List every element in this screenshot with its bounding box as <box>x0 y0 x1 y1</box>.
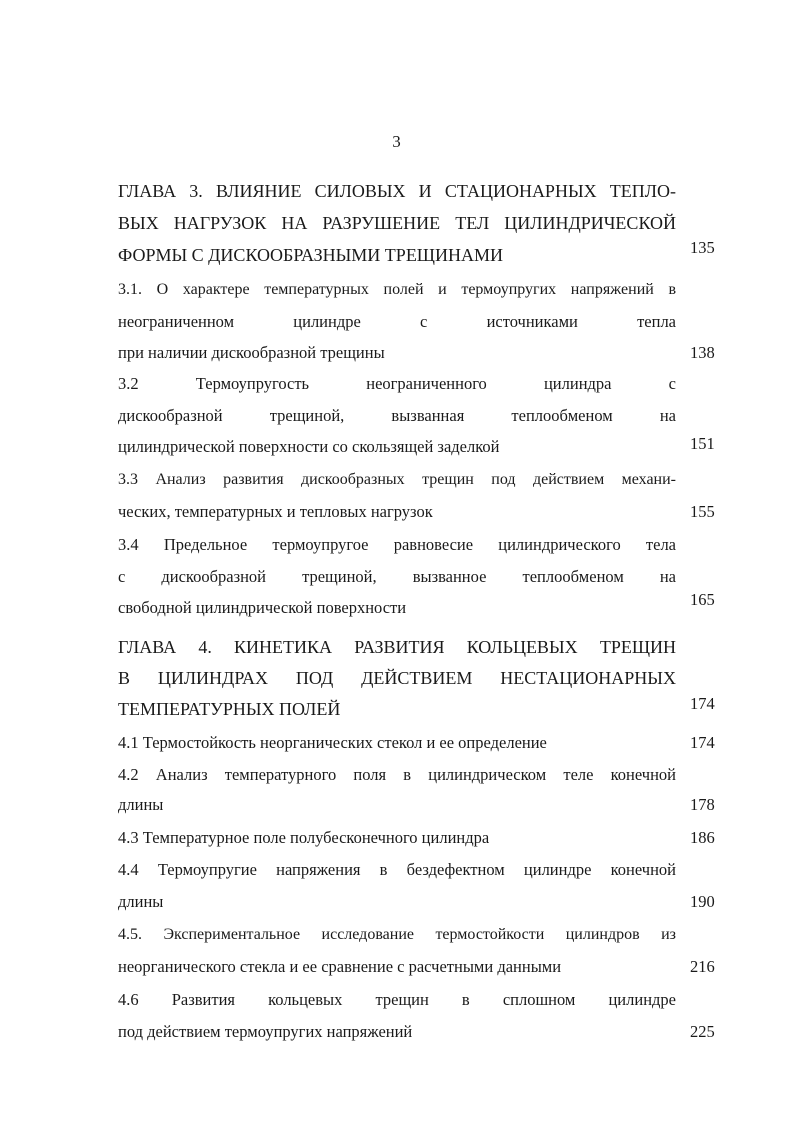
toc-entry-line: ТЕМПЕРАТУРНЫХ ПОЛЕЙ <box>118 699 341 719</box>
toc-entry-line: 4.3 Температурное поле полубесконечного цилиндра <box>118 828 490 847</box>
toc-page-number: 174 <box>690 694 715 713</box>
toc-entry-line: свободной цилиндрической поверхности <box>118 598 407 617</box>
toc-entry-line: дискообразной трещиной, вызванная теплообменом на <box>118 406 676 425</box>
toc-entry-line: под действием термоупругих напряжений <box>118 1022 413 1041</box>
toc-page-number: 178 <box>690 795 715 814</box>
toc-entry-line: ческих, температурных и тепловых нагрузок <box>118 502 433 521</box>
toc-entry-line: с дискообразной трещиной, вызванное теплообменом на <box>118 567 676 586</box>
toc-entry-line: ФОРМЫ С ДИСКООБРАЗНЫМИ ТРЕЩИНАМИ <box>118 245 503 265</box>
toc-entry-line: 3.1. О характере температурных полей и термоупругих напряжений в <box>118 281 676 298</box>
toc-entry-line: длины <box>118 892 164 911</box>
toc-entry-line: 4.4 Термоупругие напряжения в бездефектном цилиндре конечной <box>118 860 676 879</box>
toc-page-number: 138 <box>690 343 715 362</box>
toc-entry-line: 3.3 Анализ развития дискообразных трещин под действием механи- <box>118 471 676 488</box>
toc-page-number: 155 <box>690 502 715 521</box>
toc-entry-line: 4.6 Развития кольцевых трещин в сплошном цилиндре <box>118 990 676 1009</box>
toc-entry-line: длины <box>118 795 164 814</box>
toc-entry-line: 4.2 Анализ температурного поля в цилиндрическом теле конечной <box>118 765 676 784</box>
toc-entry-line: неорганического стекла и ее сравнение с расчетными данными <box>118 957 562 976</box>
toc-entry-line: ГЛАВА 3. ВЛИЯНИЕ СИЛОВЫХ И СТАЦИОНАРНЫХ ТЕПЛО- <box>118 181 676 201</box>
toc-entry-line: 3.4 Предельное термоупругое равновесие цилиндрического тела <box>118 535 676 554</box>
toc-entry-line: ГЛАВА 4. КИНЕТИКА РАЗВИТИЯ КОЛЬЦЕВЫХ ТРЕЩИН <box>118 637 676 657</box>
toc-entry-line: 4.5. Экспериментальное исследование термостойкости цилиндров из <box>118 926 676 943</box>
toc-entry-line: цилиндрической поверхности со скользящей заделкой <box>118 437 500 456</box>
toc-page-number: 216 <box>690 957 715 976</box>
toc-page-number: 190 <box>690 892 715 911</box>
toc-page-number: 151 <box>690 434 715 453</box>
toc-entry-line: 4.1 Термостойкость неорганических стекол и ее определение <box>118 733 547 752</box>
toc-page-number: 135 <box>690 238 715 257</box>
toc-page-number: 165 <box>690 590 715 609</box>
page-number: 3 <box>392 132 401 151</box>
toc-page-number: 186 <box>690 828 715 847</box>
toc-entry-line: при наличии дискообразной трещины <box>118 343 385 362</box>
toc-entry-line: В ЦИЛИНДРАХ ПОД ДЕЙСТВИЕМ НЕСТАЦИОНАРНЫХ <box>118 668 676 688</box>
toc-page-number: 225 <box>690 1022 715 1041</box>
toc-entry-line: неограниченном цилиндре с источниками тепла <box>118 312 676 331</box>
toc-entry-line: ВЫХ НАГРУЗОК НА РАЗРУШЕНИЕ ТЕЛ ЦИЛИНДРИЧЕСКОЙ <box>118 213 676 233</box>
toc-entry-line: 3.2 Термоупругость неограниченного цилиндра с <box>118 374 676 393</box>
toc-page-number: 174 <box>690 733 715 752</box>
